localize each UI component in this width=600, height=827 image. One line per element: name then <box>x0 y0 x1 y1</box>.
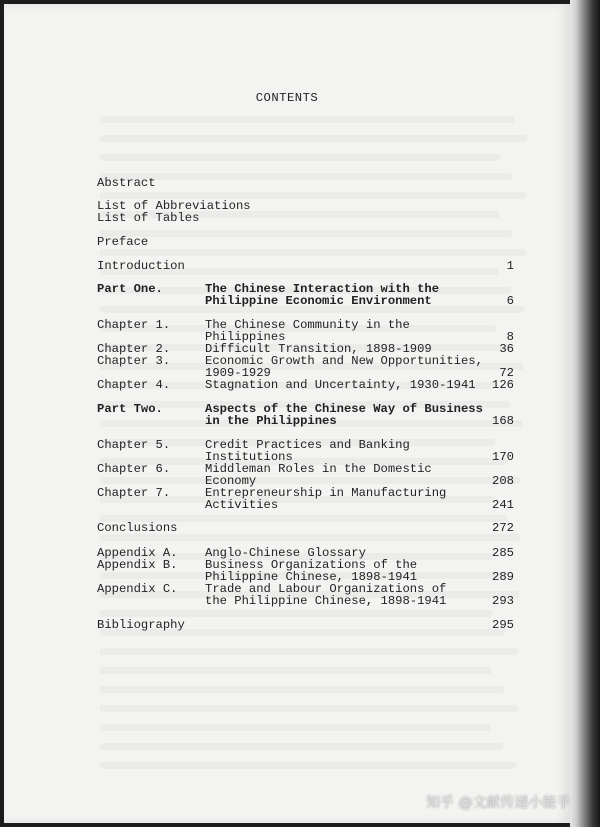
toc-page-number: 6 <box>506 294 514 308</box>
toc-entry-label: Bibliography <box>97 618 185 632</box>
ghost-line <box>100 686 504 693</box>
toc-entry-title: Business Organizations of the <box>205 558 418 572</box>
front-matter-abstract: Abstract <box>97 176 156 190</box>
toc-entry-title: Anglo-Chinese Glossary <box>205 546 366 560</box>
toc-entry-title: Middleman Roles in the Domestic <box>205 462 432 476</box>
ghost-line <box>100 648 518 655</box>
toc-page-number: 295 <box>492 618 514 632</box>
toc-entry-label: Chapter 4. <box>97 378 171 392</box>
toc-page-number: 170 <box>492 450 514 464</box>
toc-entry-title: the Philippine Chinese, 1898-1941 <box>205 594 447 608</box>
toc-entry-label: Chapter 2. <box>97 342 171 356</box>
ghost-line <box>100 230 512 237</box>
toc-entry-title: Philippine Chinese, 1898-1941 <box>205 570 418 584</box>
toc-entry-label: Chapter 6. <box>97 462 171 476</box>
toc-page-number: 285 <box>492 546 514 560</box>
toc-entry-label: Introduction <box>97 259 185 273</box>
toc-entry-title: Trade and Labour Organizations of <box>205 582 447 596</box>
toc-entry-title: Aspects of the Chinese Way of Business <box>205 402 483 416</box>
toc-entry-title: Entrepreneurship in Manufacturing <box>205 486 447 500</box>
toc-entry-label: Appendix C. <box>97 582 178 596</box>
toc-entry-label: Conclusions <box>97 521 178 535</box>
toc-entry-title: Economic Growth and New Opportunities, <box>205 354 483 368</box>
book-page <box>4 4 570 823</box>
toc-page-number: 36 <box>499 342 514 356</box>
toc-entry-title: Credit Practices and Banking <box>205 438 410 452</box>
watermark: 知乎 @文献传递小能手 <box>426 795 571 811</box>
ghost-line <box>100 762 516 769</box>
toc-entry-title: Philippines <box>205 330 286 344</box>
toc-entry-title: Economy <box>205 474 257 488</box>
ghost-line <box>100 249 525 256</box>
ghost-line <box>100 192 526 199</box>
ghost-line <box>100 477 521 484</box>
toc-page-number: 241 <box>492 498 514 512</box>
toc-page-number: 208 <box>492 474 514 488</box>
toc-page-number: 168 <box>492 414 514 428</box>
toc-page-number: 72 <box>499 366 514 380</box>
toc-page-number: 293 <box>492 594 514 608</box>
toc-entry-title: in the Philippines <box>205 414 337 428</box>
ghost-line <box>100 116 514 123</box>
toc-entry-title: Activities <box>205 498 279 512</box>
toc-entry-label: Part One. <box>97 282 163 296</box>
toc-entry-label: Chapter 5. <box>97 438 171 452</box>
toc-page-number: 289 <box>492 570 514 584</box>
page-title: CONTENTS <box>255 91 319 105</box>
ghost-line <box>100 667 491 674</box>
ghost-line <box>100 610 492 617</box>
ghost-line <box>100 173 513 180</box>
front-matter-abbreviations: List of Abbreviations <box>97 199 251 213</box>
ghost-line <box>100 534 520 541</box>
front-matter-tables: List of Tables <box>97 211 200 225</box>
ghost-line <box>100 743 503 750</box>
toc-entry-title: Stagnation and Uncertainty, 1930-1941 <box>205 378 476 392</box>
toc-page-number: 1 <box>506 259 514 273</box>
toc-entry-title: Institutions <box>205 450 293 464</box>
front-matter-preface: Preface <box>97 235 149 249</box>
toc-entry-label: Chapter 1. <box>97 318 171 332</box>
toc-entry-label: Chapter 7. <box>97 486 171 500</box>
toc-entry-label: Appendix A. <box>97 546 178 560</box>
toc-page-number: 8 <box>506 330 514 344</box>
toc-entry-title: 1909-1929 <box>205 366 271 380</box>
toc-page-number: 272 <box>492 521 514 535</box>
toc-entry-title: The Chinese Community in the <box>205 318 410 332</box>
ghost-line <box>100 724 490 731</box>
toc-entry-label: Part Two. <box>97 402 163 416</box>
ghost-line <box>100 705 517 712</box>
toc-entry-label: Chapter 3. <box>97 354 171 368</box>
toc-entry-title: Difficult Transition, 1898-1909 <box>205 342 432 356</box>
ghost-line <box>100 154 500 161</box>
toc-entry-title: Philippine Economic Environment <box>205 294 432 308</box>
book-spine <box>570 0 600 827</box>
toc-entry-title: The Chinese Interaction with the <box>205 282 440 296</box>
toc-page-number: 126 <box>492 378 514 392</box>
ghost-line <box>100 135 527 142</box>
toc-entry-label: Appendix B. <box>97 558 178 572</box>
